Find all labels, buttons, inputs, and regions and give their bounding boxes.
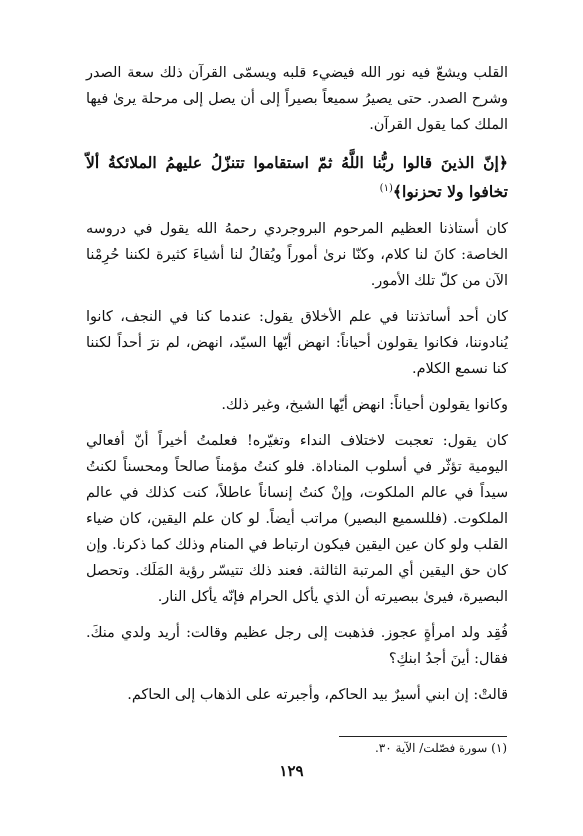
paragraph-7: قالتْ: إن ابني أسيرٌ بيد الحاكم، وأجبرته على الذهاب إلى الحاكم.	[127, 687, 508, 703]
paragraph-6: فُقِد ولد امرأةٍ عجوز. فذهبت إلى رجل عظيم وقالت: أريد ولدي منكَ. فقال: أينَ أجدُ ابنكِ؟	[86, 625, 508, 667]
footnote: (١) سورة فصّلت/ الآية ٣٠.	[374, 741, 507, 755]
paragraph-5: كان يقول: تعجبت لاختلاف النداء وتغيّره! فعلمتُ أخيراً أنّ أفعالي اليومية تؤثّر في أسلوب المناداة. فلو كنتُ مؤمناً صالحاً ومحسناً لكنتُ سيداً في عالم الملكوت، وإنْ كنتُ إنساناً عاطلاً، كنت كذلك في عالم الملكوت. (فللسميع البصير) مراتب أيضاً. لو كان علم اليقين، كان ضياء القلب ولو كان عين اليقين فيكون ارتباط في المنام وذلك كما ذكرنا. وإن كان حق اليقين أي المرتبة الثالثة. فعند ذلك تتيسّر رؤية المَلَك. وتحصل البصيرة، فيرىٰ ببصيرته أن الذي يأكل الحرام فإنّه يأكل النار.	[86, 433, 508, 605]
paragraph-2: كان أستاذنا العظيم المرحوم البروجردي رحمهُ الله يقول في دروسه الخاصة: كانَ لنا كلام، وكنّا نرىٰ أموراً ويُقالُ لنا أشياءَ كثيرة لكننا حُرِمْنا الآن من كلّ تلك الأمور.	[86, 221, 508, 289]
paragraph-4: وكانوا يقولون أحياناً: انهض أيّها الشيخ، وغير ذلك.	[221, 397, 508, 413]
quran-verse-text: ﴿إنّ الذينَ قالوا ربُّنا اللَّهُ ثمّ استقاموا تتنزّلُ عليهمُ الملائكةُ ألاّ تخافوا ولا تحزنوا﴾	[86, 153, 508, 201]
paragraph-3: كان أحد أساتذتنا في علم الأخلاق يقول: عندما كنا في النجف، كانوا يُنادوننا، فكانوا يقولون أحياناً: انهض أيّها السيّد، انهض، لم نرَ أحداً لكننا كنا نسمع الكلام.	[86, 309, 508, 377]
page-number: ١٢٩	[279, 762, 304, 780]
footnote-divider	[339, 736, 507, 737]
quran-verse	[86, 148, 508, 206]
paragraph-1: القلب ويشعّ فيه نور الله فيضيء قلبه ويسمّى القرآن ذلك سعة الصدر وشرح الصدر. حتى يصيرُ سميعاً بصيراً إلى أن يصل إلى مرحلة يرىٰ فيها الملك كما يقول القرآن.	[86, 65, 508, 133]
body-text	[86, 60, 508, 718]
footnote-reference[interactable]: (١)	[379, 182, 393, 194]
